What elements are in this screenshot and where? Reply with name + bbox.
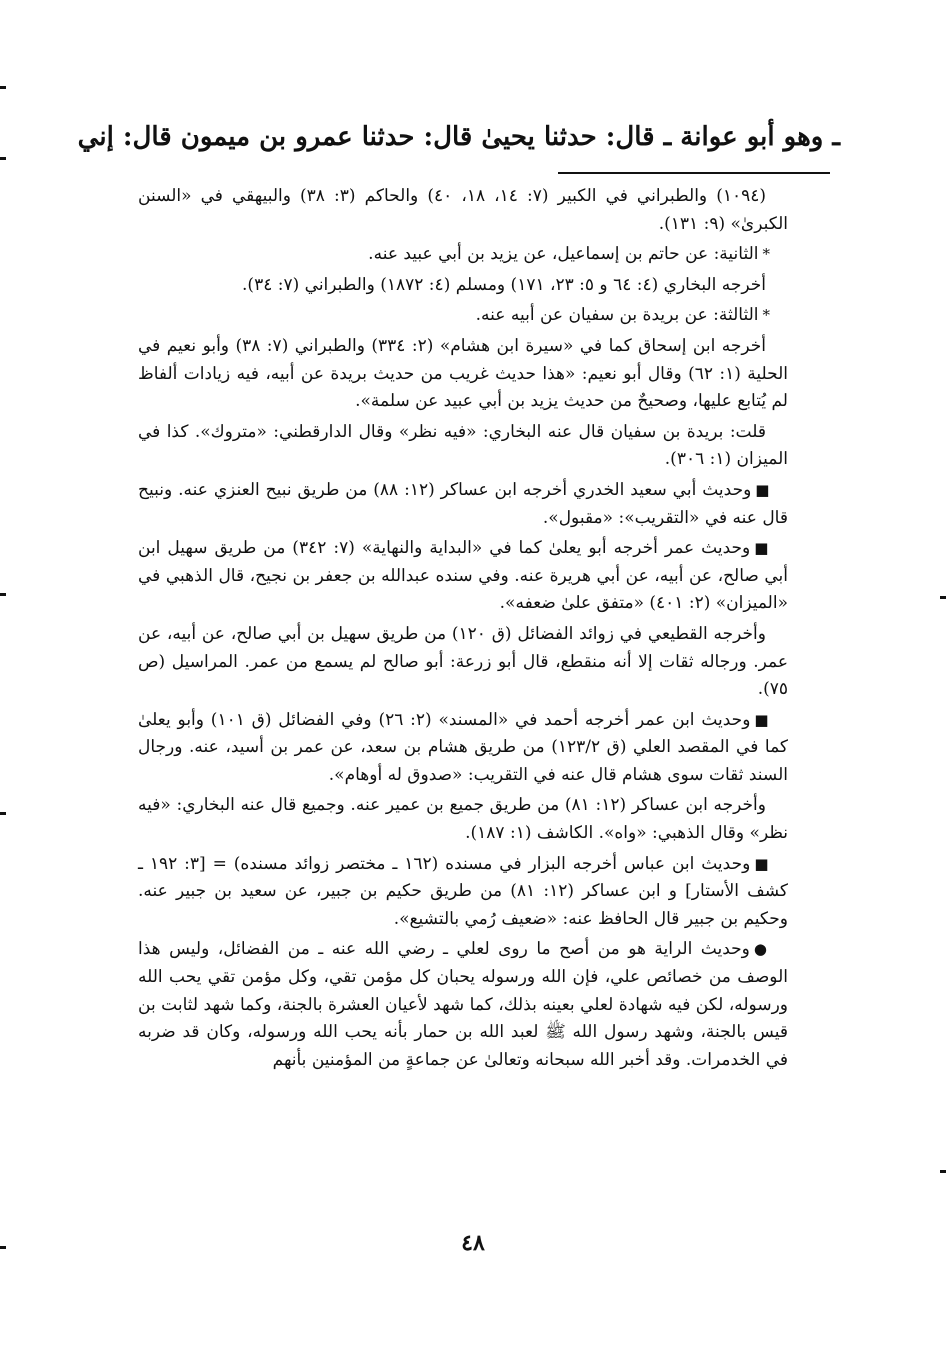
footnote-paragraph [138,272,788,300]
paragraph-text: وحديث أبي سعيد الخدري أخرجه ابن عساكر (١٢: ٨٨) من طريق نبيح العنزي عنه. ونبيح قال عنه في «التقريب»: «مقبول». [138,479,788,528]
circle-bullet-marker: ● [753,940,771,959]
page-number: ٤٨ [461,1230,485,1256]
footnote-paragraph [138,477,788,532]
paragraph-text: الثانية: عن حاتم بن إسماعيل، عن يزيد بن أبي عبيد عنه. [368,244,759,265]
margin-mark [0,812,6,815]
margin-mark [940,596,946,599]
square-bullet-marker: ■ [754,854,770,873]
footnote-paragraph [138,241,788,269]
square-bullet-marker: ■ [754,710,770,729]
paragraph-text: الثالثة: عن بريدة بن سفيان عن أبيه عنه. [475,305,759,326]
paragraph-text: أخرجه ابن إسحاق كما في «سيرة ابن هشام» (٢: ٣٣٤) والطبراني (٧: ٣٨) وأبو نعيم في الحلية (١: ٦٢) وقال أبو نعيم: «هذا حديث غريب من حديث بريدة عن أبيه، فيه زيادات ألفاظ لم يُتابع عليها، وصحيحٌ من حديث يزيد بن أبي عبيد عن سلمة». [138,335,788,412]
footnote-paragraph [138,621,788,704]
paragraph-text: وحديث ابن عباس أخرجه البزار في مسنده (١٦٢ ـ مختصر زوائد مسنده) = [٣: ١٩٢ ـ كشف الأستار] و ابن عساكر (١٢: ٨١) من طريق حكيم بن جبير، عن سعيد بن جبير عنه. وحكيم بن جبير قال الحافظ عنه: «ضعيف رُمي بالتشيع». [138,853,788,929]
footnote-paragraph [138,936,788,1074]
square-bullet-marker: ■ [754,539,771,558]
footnote-paragraph [138,302,788,330]
margin-mark [940,1170,946,1173]
footnote-paragraph [138,707,788,790]
footnote-paragraph [138,183,788,238]
margin-mark [0,86,6,89]
asterisk-marker: * [762,306,770,325]
square-bullet-marker: ■ [755,480,770,499]
footnote-paragraph [138,535,788,618]
paragraph-text: قلت: بريدة بن سفيان قال عنه البخاري: «فيه نظر» وقال الدارقطني: «متروك». كذا في الميزان (١: ٣٠٦). [138,421,788,470]
footnotes-body [138,183,788,1077]
paragraph-text: وحديث ابن عمر أخرجه أحمد في «المسند» (٢: ٢٦) وفي الفضائل (ق ١٠١) وأبو يعلىٰ كما في المقصد العلي (ق ١٢٣/٢) من طريق هشام بن سعد، عن عمر بن أسيد، عنه. ورجال السند ثقات سوى هشام قال عنه في التقريب: «صدوق له أوهام». [138,709,789,785]
margin-mark [0,157,6,160]
footnote-paragraph [138,851,788,934]
paragraph-text: وحديث الراية هو من أصح ما روى لعلي ـ رضي الله عنه ـ من الفضائل، وليس هذا الوصف من خصائص علي، فإن الله ورسوله يحبان كل مؤمن تقي، وكل مؤمن تقي يحب الله ورسوله، لكن فيه شهادة لعلي بعينه بذلك، كما شهد لأعيان العشرة بالجنة، وكما شهد لثابت بن قيس بالجنة، وشهد رسول الله ﷺ لعبد الله بن حمار بأنه يحب الله ورسوله، وكان قد ضربه في الخدمرات. وقد أخبر الله سبحانه وتعالىٰ عن جماعةٍ من المؤمنين بأنهم [138,939,788,1070]
paragraph-text: (١٠٩٤) والطبراني في الكبير (٧: ١٤، ١٨، ٤٠) والحاكم (٣: ٣٨) والبيهقي في «السنن الكبرىٰ» (٩: ١٣١). [138,186,788,234]
paragraph-text: أخرجه البخاري (٤: ٦٤ و ٥: ٢٣، ١٧١) ومسلم (٤: ١٨٧٢) والطبراني (٧: ٣٤). [242,274,766,295]
footnote-separator-rule [558,172,830,174]
footnote-paragraph [138,333,788,416]
header-line: ـ وهو أبو عوانة ـ قال: حدثنا يحيىٰ قال: حدثنا عمرو بن ميمون قال: إني [77,122,840,152]
paragraph-text: وأخرجه ابن عساكر (١٢: ٨١) من طريق جميع بن عمير عنه. وجميع قال عنه البخاري: «فيه نظر» وقال الذهبي: «واه». الكاشف (١: ١٨٧). [138,795,788,844]
asterisk-marker: * [762,245,770,264]
margin-mark [0,593,6,596]
paragraph-text: وحديث عمر أخرجه أبو يعلىٰ كما في «البداية والنهاية» (٧: ٣٤٢) من طريق سهيل ابن أبي صالح، عن أبيه، عن أبي هريرة عنه. وفي سنده عبدالله بن جعفر بن نجيح، قال الذهبي في «الميزان» (٢: ٤٠١) «متفق علىٰ ضعفه». [138,538,788,614]
paragraph-text: وأخرجه القطيعي في زوائد الفضائل (ق ١٢٠) من طريق سهيل بن أبي صالح، عن أبيه، عن عمر. ورجاله ثقات إلا أنه منقطع، قال أبو زرعة: أبو صالح لم يسمع من عمر. المراسيل (ص ٧٥). [138,623,788,700]
footnote-paragraph [138,792,788,847]
footnote-paragraph [138,419,788,474]
